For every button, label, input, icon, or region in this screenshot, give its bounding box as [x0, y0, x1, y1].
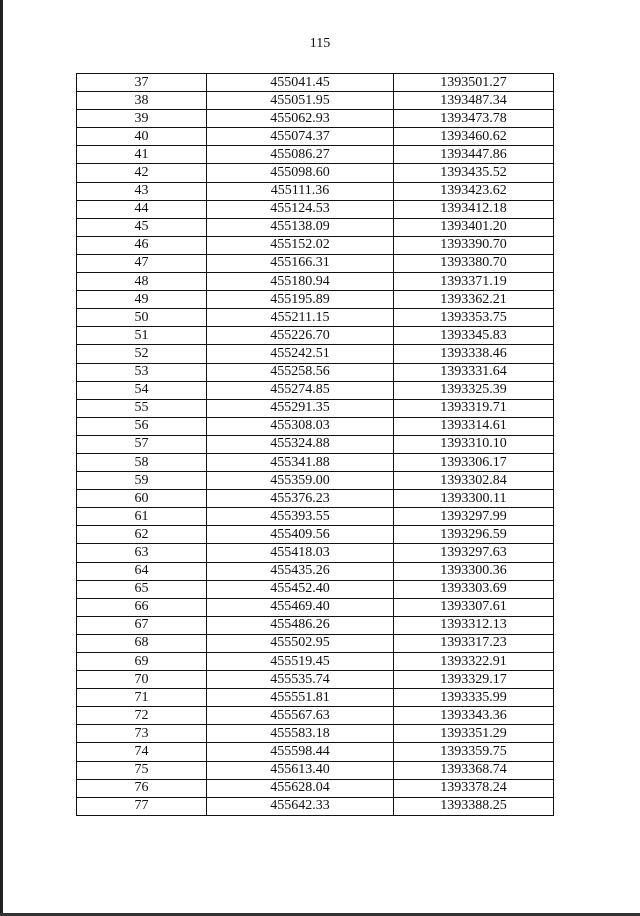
table-row [77, 291, 554, 309]
table-row [77, 634, 554, 652]
table-row [77, 653, 554, 671]
point-number-cell: 73 [77, 725, 207, 743]
table-row [77, 435, 554, 453]
table-row [77, 399, 554, 417]
y-coordinate-cell: 1393435.52 [394, 164, 554, 182]
table-row [77, 218, 554, 236]
page-number: 115 [309, 36, 331, 51]
y-coordinate-cell: 1393307.61 [394, 598, 554, 616]
y-coordinate-cell: 1393388.25 [394, 797, 554, 815]
y-coordinate-cell: 1393300.11 [394, 490, 554, 508]
x-coordinate-cell: 455324.88 [207, 435, 394, 453]
point-number-cell: 56 [77, 417, 207, 435]
table-row [77, 490, 554, 508]
point-number-cell: 38 [77, 92, 207, 110]
table-row [77, 92, 554, 110]
table-row [77, 381, 554, 399]
point-number-cell: 74 [77, 743, 207, 761]
y-coordinate-cell: 1393331.64 [394, 363, 554, 381]
y-coordinate-cell: 1393312.13 [394, 616, 554, 634]
y-coordinate-cell: 1393302.84 [394, 472, 554, 490]
x-coordinate-cell: 455502.95 [207, 634, 394, 652]
point-number-cell: 77 [77, 797, 207, 815]
x-coordinate-cell: 455051.95 [207, 92, 394, 110]
x-coordinate-cell: 455452.40 [207, 580, 394, 598]
y-coordinate-cell: 1393380.70 [394, 254, 554, 272]
table-row [77, 671, 554, 689]
point-number-cell: 68 [77, 634, 207, 652]
table-row [77, 725, 554, 743]
x-coordinate-cell: 455535.74 [207, 671, 394, 689]
x-coordinate-cell: 455226.70 [207, 327, 394, 345]
point-number-cell: 40 [77, 128, 207, 146]
table-row [77, 743, 554, 761]
point-number-cell: 69 [77, 653, 207, 671]
y-coordinate-cell: 1393297.99 [394, 508, 554, 526]
x-coordinate-cell: 455041.45 [207, 74, 394, 92]
coordinate-table-container [76, 73, 553, 816]
point-number-cell: 44 [77, 200, 207, 218]
x-coordinate-cell: 455598.44 [207, 743, 394, 761]
x-coordinate-cell: 455418.03 [207, 544, 394, 562]
table-row [77, 110, 554, 128]
table-row [77, 363, 554, 381]
table-row [77, 309, 554, 327]
x-coordinate-cell: 455211.15 [207, 309, 394, 327]
x-coordinate-cell: 455519.45 [207, 653, 394, 671]
point-number-cell: 43 [77, 182, 207, 200]
y-coordinate-cell: 1393351.29 [394, 725, 554, 743]
point-number-cell: 49 [77, 291, 207, 309]
y-coordinate-cell: 1393314.61 [394, 417, 554, 435]
point-number-cell: 50 [77, 309, 207, 327]
y-coordinate-cell: 1393325.39 [394, 381, 554, 399]
table-row [77, 689, 554, 707]
point-number-cell: 46 [77, 236, 207, 254]
table-row [77, 128, 554, 146]
point-number-cell: 39 [77, 110, 207, 128]
y-coordinate-cell: 1393343.36 [394, 707, 554, 725]
x-coordinate-cell: 455393.55 [207, 508, 394, 526]
y-coordinate-cell: 1393322.91 [394, 653, 554, 671]
x-coordinate-cell: 455242.51 [207, 345, 394, 363]
table-row [77, 327, 554, 345]
y-coordinate-cell: 1393368.74 [394, 761, 554, 779]
point-number-cell: 72 [77, 707, 207, 725]
x-coordinate-cell: 455074.37 [207, 128, 394, 146]
x-coordinate-cell: 455152.02 [207, 236, 394, 254]
point-number-cell: 59 [77, 472, 207, 490]
point-number-cell: 42 [77, 164, 207, 182]
coordinate-table-body [77, 74, 554, 816]
x-coordinate-cell: 455308.03 [207, 417, 394, 435]
y-coordinate-cell: 1393329.17 [394, 671, 554, 689]
point-number-cell: 63 [77, 544, 207, 562]
x-coordinate-cell: 455291.35 [207, 399, 394, 417]
x-coordinate-cell: 455274.85 [207, 381, 394, 399]
y-coordinate-cell: 1393317.23 [394, 634, 554, 652]
x-coordinate-cell: 455642.33 [207, 797, 394, 815]
point-number-cell: 51 [77, 327, 207, 345]
y-coordinate-cell: 1393362.21 [394, 291, 554, 309]
y-coordinate-cell: 1393371.19 [394, 273, 554, 291]
x-coordinate-cell: 455469.40 [207, 598, 394, 616]
table-row [77, 74, 554, 92]
point-number-cell: 65 [77, 580, 207, 598]
table-row [77, 236, 554, 254]
x-coordinate-cell: 455124.53 [207, 200, 394, 218]
point-number-cell: 66 [77, 598, 207, 616]
table-row [77, 616, 554, 634]
table-row [77, 526, 554, 544]
table-row [77, 146, 554, 164]
y-coordinate-cell: 1393297.63 [394, 544, 554, 562]
y-coordinate-cell: 1393310.10 [394, 435, 554, 453]
x-coordinate-cell: 455409.56 [207, 526, 394, 544]
table-row [77, 345, 554, 363]
y-coordinate-cell: 1393359.75 [394, 743, 554, 761]
point-number-cell: 47 [77, 254, 207, 272]
point-number-cell: 41 [77, 146, 207, 164]
table-row [77, 598, 554, 616]
point-number-cell: 53 [77, 363, 207, 381]
y-coordinate-cell: 1393473.78 [394, 110, 554, 128]
x-coordinate-cell: 455628.04 [207, 779, 394, 797]
page-edge-left [0, 0, 3, 916]
y-coordinate-cell: 1393460.62 [394, 128, 554, 146]
x-coordinate-cell: 455359.00 [207, 472, 394, 490]
x-coordinate-cell: 455486.26 [207, 616, 394, 634]
y-coordinate-cell: 1393306.17 [394, 453, 554, 471]
coordinate-table [76, 73, 554, 816]
table-row [77, 182, 554, 200]
point-number-cell: 62 [77, 526, 207, 544]
table-row [77, 544, 554, 562]
table-row [77, 254, 554, 272]
table-row [77, 707, 554, 725]
table-row [77, 417, 554, 435]
y-coordinate-cell: 1393338.46 [394, 345, 554, 363]
y-coordinate-cell: 1393319.71 [394, 399, 554, 417]
point-number-cell: 52 [77, 345, 207, 363]
y-coordinate-cell: 1393345.83 [394, 327, 554, 345]
point-number-cell: 61 [77, 508, 207, 526]
x-coordinate-cell: 455258.56 [207, 363, 394, 381]
x-coordinate-cell: 455138.09 [207, 218, 394, 236]
table-row [77, 200, 554, 218]
x-coordinate-cell: 455166.31 [207, 254, 394, 272]
table-row [77, 562, 554, 580]
x-coordinate-cell: 455180.94 [207, 273, 394, 291]
table-row [77, 580, 554, 598]
table-row [77, 472, 554, 490]
x-coordinate-cell: 455567.63 [207, 707, 394, 725]
x-coordinate-cell: 455583.18 [207, 725, 394, 743]
table-row [77, 164, 554, 182]
x-coordinate-cell: 455098.60 [207, 164, 394, 182]
point-number-cell: 64 [77, 562, 207, 580]
point-number-cell: 45 [77, 218, 207, 236]
y-coordinate-cell: 1393423.62 [394, 182, 554, 200]
point-number-cell: 57 [77, 435, 207, 453]
y-coordinate-cell: 1393300.36 [394, 562, 554, 580]
table-row [77, 508, 554, 526]
table-row [77, 797, 554, 815]
point-number-cell: 76 [77, 779, 207, 797]
y-coordinate-cell: 1393378.24 [394, 779, 554, 797]
point-number-cell: 48 [77, 273, 207, 291]
x-coordinate-cell: 455195.89 [207, 291, 394, 309]
y-coordinate-cell: 1393401.20 [394, 218, 554, 236]
y-coordinate-cell: 1393412.18 [394, 200, 554, 218]
point-number-cell: 70 [77, 671, 207, 689]
table-row [77, 761, 554, 779]
point-number-cell: 54 [77, 381, 207, 399]
table-row [77, 273, 554, 291]
x-coordinate-cell: 455435.26 [207, 562, 394, 580]
y-coordinate-cell: 1393501.27 [394, 74, 554, 92]
x-coordinate-cell: 455551.81 [207, 689, 394, 707]
point-number-cell: 75 [77, 761, 207, 779]
x-coordinate-cell: 455341.88 [207, 453, 394, 471]
x-coordinate-cell: 455376.23 [207, 490, 394, 508]
y-coordinate-cell: 1393487.34 [394, 92, 554, 110]
x-coordinate-cell: 455062.93 [207, 110, 394, 128]
point-number-cell: 67 [77, 616, 207, 634]
x-coordinate-cell: 455613.40 [207, 761, 394, 779]
point-number-cell: 37 [77, 74, 207, 92]
y-coordinate-cell: 1393390.70 [394, 236, 554, 254]
y-coordinate-cell: 1393353.75 [394, 309, 554, 327]
table-row [77, 453, 554, 471]
table-row [77, 779, 554, 797]
y-coordinate-cell: 1393296.59 [394, 526, 554, 544]
point-number-cell: 60 [77, 490, 207, 508]
x-coordinate-cell: 455111.36 [207, 182, 394, 200]
y-coordinate-cell: 1393447.86 [394, 146, 554, 164]
point-number-cell: 71 [77, 689, 207, 707]
point-number-cell: 58 [77, 453, 207, 471]
x-coordinate-cell: 455086.27 [207, 146, 394, 164]
y-coordinate-cell: 1393335.99 [394, 689, 554, 707]
y-coordinate-cell: 1393303.69 [394, 580, 554, 598]
point-number-cell: 55 [77, 399, 207, 417]
